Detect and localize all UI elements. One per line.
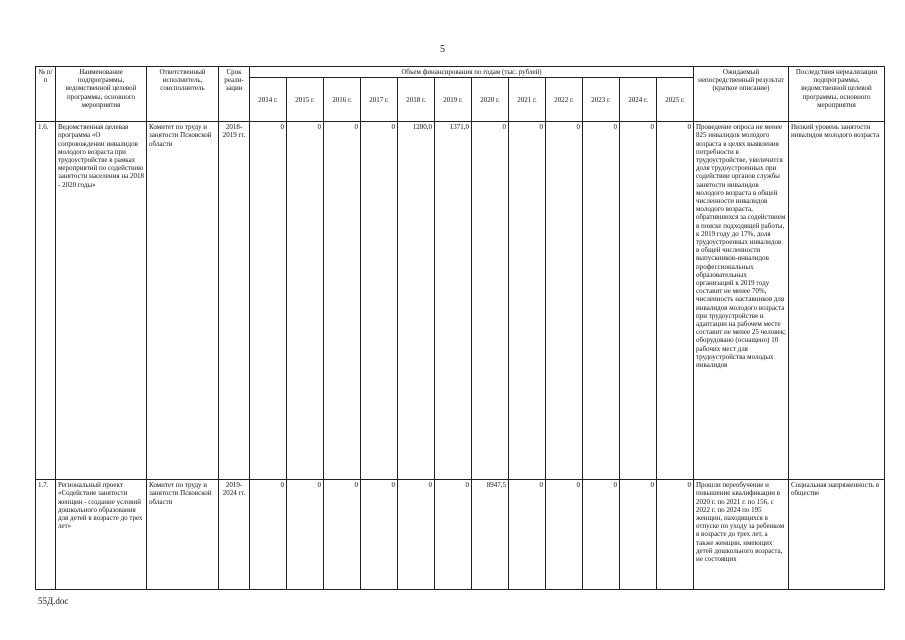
year-header: 2017 г. <box>361 78 398 122</box>
row-value: 0 <box>361 122 398 480</box>
row-value: 0 <box>583 122 620 480</box>
row-value: 1280,0 <box>398 122 435 480</box>
year-header: 2022 г. <box>546 78 583 122</box>
row-value: 0 <box>657 480 694 590</box>
row-value: 0 <box>287 122 324 480</box>
row-value: 0 <box>472 122 509 480</box>
row-value: 0 <box>546 122 583 480</box>
row-value: 0 <box>398 480 435 590</box>
row-value: 0 <box>583 480 620 590</box>
row-number: 1.6. <box>36 122 56 480</box>
year-header: 2020 г. <box>472 78 509 122</box>
row-value: 0 <box>250 122 287 480</box>
row-number: 1.7. <box>36 480 56 590</box>
col-expected-header: Ожидаемый непосредственный результат (краткое описание) <box>694 67 789 122</box>
row-responsible: Комитет по труду и занятости Псковской области <box>147 122 219 480</box>
row-value: 0 <box>324 480 361 590</box>
row-name: Ведомственная целевая программа «О сопровождении инвалидов молодого возраста при трудоустройстве в рамках мероприятий по содействию занятости населения на 2018 - 2020 годы» <box>56 122 147 480</box>
year-header: 2021 г. <box>509 78 546 122</box>
col-no-header: № п/п <box>36 67 56 122</box>
row-value: 0 <box>324 122 361 480</box>
col-consequences-header: Последствия нереализации подпрограммы, ведомственной целевой программы, основного мероприятия <box>789 67 885 122</box>
row-expected: Проведение опроса не менее 825 инвалидов молодого возраста в целях выявления потребности в трудоустройстве, увеличится доля трудоустроенных при содействии органов службы занятости инвалидов молодого возраста в общей численности инвалидов молодого возраста, обратившихся за содействием в поиске подходящей работы, к 2019 году до 17%, доля трудоустроенных инвалидов в общей численности выпускников-инвалидов профессиональных образовательных организаций к 2019 году составит не менее 70%, численность наставников для инвалидов молодого возраста при трудоустройстве и адаптации на рабочем месте составит не менее 25 человек; оборудовано (оснащено) 10 рабочих мест для трудоустройства молодых инвалидов <box>694 122 789 480</box>
row-consequences: Социальная напряженность в обществе <box>789 480 885 590</box>
financing-table <box>35 66 885 590</box>
row-term: 2018-2019 гг. <box>219 122 250 480</box>
row-value: 0 <box>250 480 287 590</box>
year-header: 2014 г. <box>250 78 287 122</box>
col-term-header: Срок реали-зации <box>219 67 250 122</box>
table-row <box>36 122 885 480</box>
year-header: 2019 г. <box>435 78 472 122</box>
year-header: 2024 г. <box>620 78 657 122</box>
file-name-footer: 55Д.doc <box>38 596 69 606</box>
row-value: 8947,5 <box>472 480 509 590</box>
year-header: 2023 г. <box>583 78 620 122</box>
col-responsible-header: Ответственный исполнитель, соисполнитель <box>147 67 219 122</box>
row-term: 2019-2024 гг. <box>219 480 250 590</box>
row-value: 0 <box>620 122 657 480</box>
year-header: 2015 г. <box>287 78 324 122</box>
year-header: 2016 г. <box>324 78 361 122</box>
row-value: 0 <box>361 480 398 590</box>
row-value: 0 <box>509 122 546 480</box>
row-responsible: Комитет по труду и занятости Псковской области <box>147 480 219 590</box>
table-row <box>36 480 885 590</box>
page-number: 5 <box>440 44 445 55</box>
col-name-header: Наименование подпрограммы, ведомственной целевой программы, основного мероприятия <box>56 67 147 122</box>
year-header: 2018 г. <box>398 78 435 122</box>
row-value: 0 <box>620 480 657 590</box>
row-consequences: Низкий уровень занятости инвалидов молодого возраста <box>789 122 885 480</box>
row-value: 1371,0 <box>435 122 472 480</box>
row-value: 0 <box>546 480 583 590</box>
row-expected: Прошли переобучение и повышение квалификации в 2020 г. по 2021 г. по 156, с 2022 г. по 2024 по 195 женщин, находящихся в отпуске по уходу за ребенком в возрасте до трех лет, а также женщин, имеющих детей дошкольного возраста, не состоящих <box>694 480 789 590</box>
row-name: Региональный проект «Содействие занятости женщин - создание условий дошкольного образования для детей в возрасте до трех лет» <box>56 480 147 590</box>
row-value: 0 <box>657 122 694 480</box>
row-value: 0 <box>509 480 546 590</box>
col-financing-header: Объем финансирования по годам (тыс. рублей) <box>250 67 694 78</box>
row-value: 0 <box>435 480 472 590</box>
year-header: 2025 г. <box>657 78 694 122</box>
row-value: 0 <box>287 480 324 590</box>
header-row <box>36 67 885 78</box>
